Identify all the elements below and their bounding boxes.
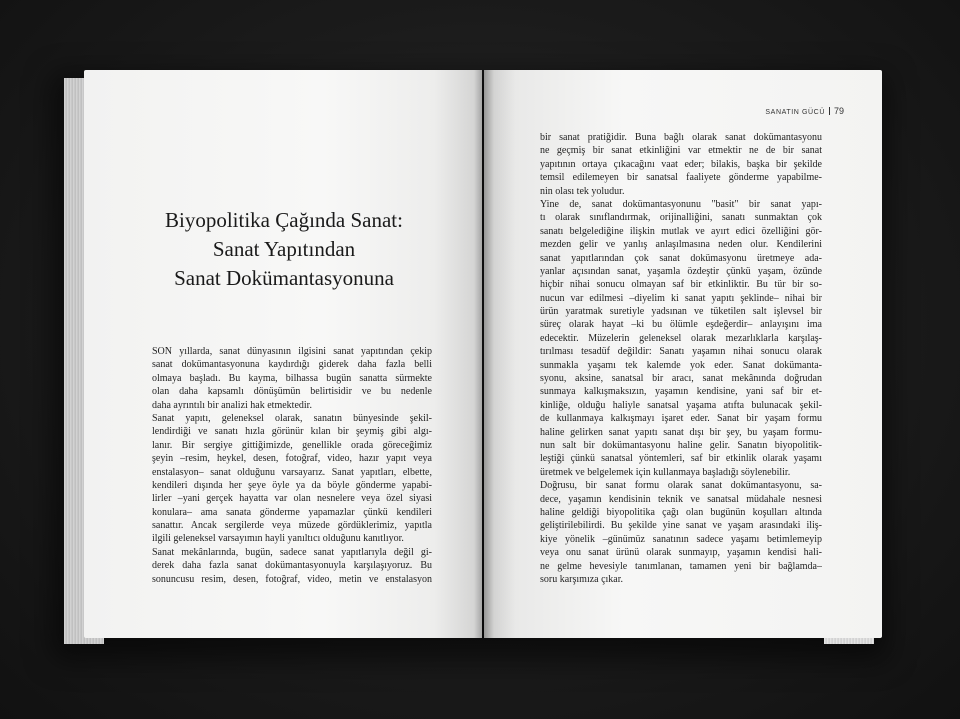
text-line: sunmaya kalkışmaksızın, yaşamın kendisine, yani saf bir et- [540,386,822,398]
text-line: kiye yönelik –günümüz sanatının sadece yaşamı betimlemeyip [540,533,822,545]
text-line: haline gelirken sanat yapıtı sanat dışı bir şey, bu yaşam formu- [540,426,822,438]
text-line: nin olası tek yoludur. [540,185,625,197]
chapter-title-line: Sanat Yapıtından [212,237,356,261]
text-line: yapıtının ortaya çıkacağını vaat eder; bilakis, başka bir şekilde [540,158,822,170]
text-line: soru karşımıza çıkar. [540,573,624,585]
text-line: sonuncusu resim, desen, fotoğraf, video, metin ve enstalasyon [152,573,432,585]
text-line: hiçbir nihai sonucu olmayan saf bir etkinliktir. Bu tür bir so- [540,279,822,291]
text-line: ilgili geleneksel varsayımın hayli yanıltıcı olduğunu kanıtlıyor. [152,533,404,545]
text-line: daha ayrıntılı bir analizi hak etmektedir. [152,399,312,411]
open-book [44,58,890,658]
text-line: üretmek ve belgelemek için kullanmaya başladığı söylenebilir. [540,466,791,478]
text-line: sanatı belgelediğine ilişkin mutlak ve ayırt edici özelliğini gör- [540,225,822,237]
text-line: temsil edilemeyen bir sanatsal faaliyete gönderme yapabilme- [540,172,822,184]
left-page-body [152,345,432,586]
text-line: geliştirilebilirdi. Bu şekilde yine sanat ve yaşam arasındaki iliş- [540,520,822,532]
text-line: sanat yapıtlarından çok sanat dokümasyonu üretmeye ada- [540,252,822,264]
book-gutter [474,70,494,638]
text-line: nun salt bir dokümantasyonu haline gelir. Sanatın biyopolitik- [540,440,822,451]
text-line: mezden gelir ve yanlış anlaşılmasına neden olur. Kendilerini [540,239,822,251]
text-line: syonu, aksine, sanatsal bir aracı, sanat mekânında doğrudan [540,373,822,385]
text-line: şeyin –resim, heykel, desen, fotoğraf, video, hazır yapıt veya [152,453,432,465]
text-line: yanlar açısından sanat, yaşamla özdeştir çünkü yaşam, özünde [540,265,822,277]
text-line: ne geçmiş bir sanat etkinliğini var etmektir ne de bir sanat [540,145,822,157]
running-head [724,106,844,116]
text-line: tı olarak sınıflandırmak, orijinalliğini, sanatı sunmaktan çok [540,212,822,224]
text-line: sunmakla yaşamı tek kalemde yok eder. Sanat dokümanta- [540,359,822,371]
text-line: kendileri dışında her şeye öyle ya da böyle gönderme yapabi- [152,479,432,491]
text-line: konulara– ama sanata gönderme yapamazlar çünkü kendileri [152,506,432,518]
text-line: derek daha fazla sanat dokümantasyonuyla karşılaşıyoruz. Bu [152,560,432,572]
chapter-title-line: Biyopolitika Çağında Sanat: [165,208,403,232]
text-line: olmaya başladı. Bu kayma, bilhassa bugün sanatta sürmekte [152,372,432,384]
text-line: ne gelme hevesiyle tanımlanan, tamamen yeni bir bağlamda– [540,560,822,572]
text-line: de kullanmaya kalkışmayı işaret eder. Sanat bir yaşam formu [540,413,822,425]
text-line: lanır. Bir sergiye gittiğimizde, genellikle orada göreceğimiz [152,439,432,451]
text-line: tırılması tesadüf değildir: Sanatı yaşamın nihai sonucu olarak [540,346,822,358]
running-head-divider [829,107,830,115]
text-line: enstalasyon– sanat olduğunu varsayarız. Sanat yapıtları, elbette, [152,466,432,478]
text-line: lendirdiği ve sanatı hızla görünür kılan bir şeymiş gibi algı- [152,426,432,438]
text-line: leştiği çünkü sanatsal yöntemleri, saf bir etkinlik olarak yaşamı [540,453,822,465]
text-line: kinliğe, olduğu haliyle sanatsal yaşama atıfta bulunacak şekil- [540,399,822,411]
text-line: süreç olarak hayat –ki bu ölümle eşdeğerdir– anlayışını ima [540,319,822,331]
page-number: 79 [833,106,844,116]
running-head-title: SANATIN GÜCÜ [765,109,825,116]
chapter-title-line: Sanat Dokümantasyonuna [174,266,394,290]
text-line: Sanat mekânlarında, bugün, sadece sanat yapıtlarıyla değil gi- [152,546,432,558]
text-line: edecektir. Müzelerin geleneksel olarak mezarlıklarla karşılaş- [540,332,822,344]
right-page-body [540,131,822,586]
text-line: nucun var edilmesi –diyelim ki sanat yapıtı şeklinde– nihai bir [540,292,822,304]
text-line: Sanat yapıtı, geleneksel olarak, sanatın bünyesinde şekil- [152,412,432,424]
text-line: ürün yaratmak suretiyle yadsınan ve tüketilen salt işlevsel bir [540,306,822,318]
chapter-title [124,206,444,293]
text-line: sanat dokümantasyonuna kaydırdığı giderek daha fazla belli [152,359,432,371]
text-line: Yine de, sanat dokümantasyonunu "basit" bir sanat yapı- [540,198,822,210]
text-line: dece, yaşamın kendisinin teknik ve sanatsal müdahale nesnesi [540,493,822,505]
text-line: SON yıllarda, sanat dünyasının ilgisini sanat yapıtından çekip [152,346,432,357]
text-line: sanattır. Ancak sergilerde veya müzede gördüklerimiz, yapıtla [152,520,432,532]
text-line: haline geldiği biyopolitika çağı olan bugünün koşulları altında [540,506,822,518]
text-line: bir sanat pratiğidir. Buna bağlı olarak sanat dokümantasyonu [540,132,822,143]
text-line: Doğrusu, bir sanat formu olarak sanat dokümantasyonu, sa- [540,480,822,492]
text-line: veya onu sanat ürünü olarak sunmayıp, yaşamın kendisi hali- [540,547,822,559]
text-line: olan daha kapsamlı dönüşümün belirtisidir ve bu nedenle [152,386,432,398]
text-line: lirler –yani gerçek hayatta var olan nesnelere veya özel siyasi [152,493,432,505]
